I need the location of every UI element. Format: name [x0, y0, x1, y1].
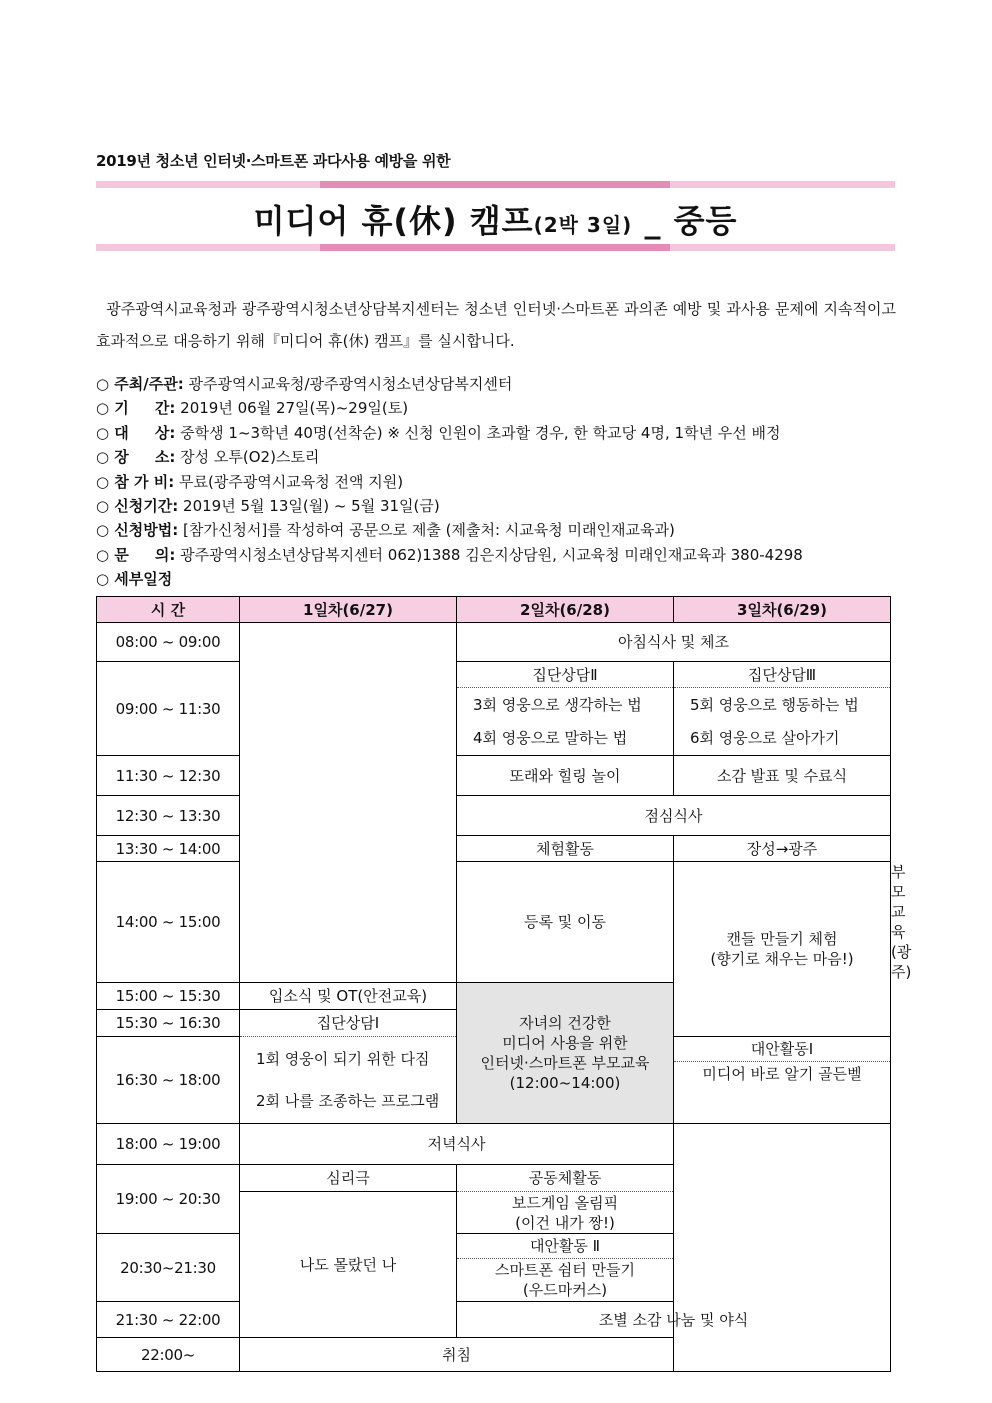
time-cell: 09:00 ~ 11:30 [97, 662, 240, 756]
day2-group2: 집단상담Ⅱ [457, 662, 674, 688]
day2-experience: 체험활동 [457, 836, 674, 862]
info-target: ○ 대 상: 중학생 1~3학년 40명(선착순) ※ 신청 인원이 초과할 경우, 한 학교당 4명, 1학년 우선 배정 [96, 423, 781, 442]
time-cell: 19:00 ~ 20:30 [97, 1165, 240, 1234]
info-place: ○ 장 소: 장성 오투(O2)스토리 [96, 448, 320, 467]
intro-paragraph: 광주광역시교육청과 광주광역시청소년상담복지센터는 청소년 인터넷·스마트폰 과의존 예방 및 과사용 문제에 지속적이고 효과적으로 대응하기 위해『미디어 휴(休) 캠프』를 실시합니다. [96, 300, 896, 350]
time-cell: 16:30 ~ 18:00 [97, 1037, 240, 1124]
info-apply-period: ○ 신청기간: 2019년 5월 13일(월) ~ 5월 31일(금) [96, 496, 440, 515]
title-main: 미디어 휴(休) 캠프 [253, 202, 534, 240]
time-cell: 08:00 ~ 09:00 [97, 623, 240, 662]
day2-alt2: 대안활동 Ⅱ [457, 1234, 674, 1259]
day1-entry: 입소식 및 OT(안전교육) [240, 983, 457, 1010]
document-title [96, 196, 895, 242]
time-cell: 14:00 ~ 15:00 [97, 862, 240, 983]
time-cell: 15:00 ~ 15:30 [97, 983, 240, 1010]
document-subtitle: 2019년 청소년 인터넷·스마트폰 과다사용 예방을 위한 [96, 152, 451, 170]
day1-group1: 집단상담Ⅰ [240, 1010, 457, 1037]
time-cell: 15:30 ~ 16:30 [97, 1010, 240, 1037]
time-cell: 11:30 ~ 12:30 [97, 756, 240, 796]
sleep-cell: 취침 [240, 1338, 674, 1372]
header-day1: 1일차(6/27) [240, 597, 457, 623]
day2-boardgame: 보드게임 올림픽 (이건 내가 짱!) [457, 1192, 674, 1234]
day2-alt1: 대안활동Ⅰ [674, 1037, 891, 1062]
time-cell: 12:30 ~ 13:30 [97, 796, 240, 836]
info-host: ○ 주최/주관: 광주광역시교육청/광주광역시청소년상담복지센터 [96, 375, 513, 393]
day2-community: 공동체활동 [457, 1165, 674, 1192]
day2-candle: 캔들 만들기 체험 (향기로 채우는 마음!) [674, 862, 891, 1037]
info-contact: ○ 문 의: 광주광역시청소년상담복지센터 062)1388 김은지상담원, 시교육청 미래인재교육과 380-4298 [96, 545, 803, 564]
lunch-cell: 점심식사 [457, 796, 891, 836]
day3-group3: 집단상담Ⅲ [674, 662, 891, 688]
bottom-accent-bar [96, 244, 895, 251]
day1-register: 등록 및 이동 [457, 862, 674, 983]
header-day3: 3일차(6/29) [674, 597, 891, 623]
time-cell: 20:30~21:30 [97, 1234, 240, 1302]
day1-psychodrama: 심리극 [240, 1165, 457, 1192]
schedule-table: 시 간 1일차(6/27) 2일차(6/28) 3일차(6/29) 08:00 ~ 09:00 아침식사 및 체조 09:00 ~ 11:30 집단상담Ⅱ 집단상담Ⅲ 3회 영웅으로 생각하는 법 5회 영웅으로 행동하는 법 4회 영웅으로 말하는 법 6회 영웅으로 살아가기 11:30 ~ 12:30 또래와 힐링 놀이 소감 발표 및 수료식 12:30 ~ 13:30 점심식사 13:30 ~ 14:00 체험활동 장성→광주 14:00 ~ 15:00 등록 및 이동 캔들 만들기 체험 (향기로 채우는 마음!) 부모교육(광주) 15:00 ~ 15:30 입소식 및 OT(안전교육) 자녀의 건강한 미디어 사용을 위한 인터넷·스마트폰 부모교육 (12:00~14:00) 15:30 ~ 16:30 집단상담Ⅰ 16:30 ~ 18:00 1회 영웅이 되기 위한 다짐 2회 나를 조종하는 프로그램 대안활동Ⅰ 미디어 바로 알기 골든벨 18:00 ~ 19:00 저녁식사 19:00 ~ 20:30 심리극 공동체활동 나도 몰랐던 나 보드게임 올림픽 (이건 내가 짱!) 20:30~21:30 대안활동 Ⅱ 스마트폰 쉼터 만들기 (우드마커스) 21:30 ~ 22:00 조별 소감 나눔 및 야식 22:00~ 취침 [96, 596, 891, 1372]
header-time: 시 간 [97, 597, 240, 623]
breakfast-cell: 아침식사 및 체조 [457, 623, 891, 662]
day1-sessions: 1회 영웅이 되기 위한 다짐 2회 나를 조종하는 프로그램 [240, 1037, 457, 1124]
day2-session3: 3회 영웅으로 생각하는 법 [457, 688, 674, 722]
time-cell: 21:30 ~ 22:00 [97, 1302, 240, 1338]
day3-parent-education: 자녀의 건강한 미디어 사용을 위한 인터넷·스마트폰 부모교육 (12:00~14:00) [457, 983, 674, 1124]
day2-session4: 4회 영웅으로 말하는 법 [457, 722, 674, 756]
day2-goldenbell: 미디어 바로 알기 골든벨 [674, 1062, 891, 1124]
day3-closing: 소감 발표 및 수료식 [674, 756, 891, 796]
time-cell: 22:00~ [97, 1338, 240, 1372]
day2-healing: 또래와 힐링 놀이 [457, 756, 674, 796]
time-cell: 18:00 ~ 19:00 [97, 1124, 240, 1165]
top-accent-bar [96, 181, 895, 188]
title-duration: (2박 3일) [533, 213, 633, 237]
day2-shelter: 스마트폰 쉼터 만들기 (우드마커스) [457, 1259, 674, 1302]
day1-empty-morning [240, 623, 457, 983]
info-schedule-heading: ○ 세부일정 [96, 570, 173, 589]
day3-session6: 6회 영웅으로 살아가기 [674, 722, 891, 756]
dinner-cell: 저녁식사 [240, 1124, 674, 1165]
info-fee: ○ 참 가 비: 무료(광주광역시교육청 전액 지원) [96, 472, 404, 491]
info-apply-method: ○ 신청방법: [참가신청서]를 작성하여 공문으로 제출 (제출처: 시교육청 미래인재교육과) [96, 521, 675, 540]
title-tail: _ 중등 [632, 202, 738, 240]
info-list [96, 372, 916, 592]
time-cell: 13:30 ~ 14:00 [97, 836, 240, 862]
schedule-header-row [97, 597, 891, 623]
review-cell: 조별 소감 나눔 및 야식 [457, 1302, 891, 1338]
day3-return: 장성→광주 [674, 836, 891, 862]
day3-session5: 5회 영웅으로 행동하는 법 [674, 688, 891, 722]
info-period: ○ 기 간: 2019년 06월 27일(목)~29일(토) [96, 399, 409, 418]
header-day2: 2일차(6/28) [457, 597, 674, 623]
day1-unknown-me: 나도 몰랐던 나 [240, 1192, 457, 1338]
